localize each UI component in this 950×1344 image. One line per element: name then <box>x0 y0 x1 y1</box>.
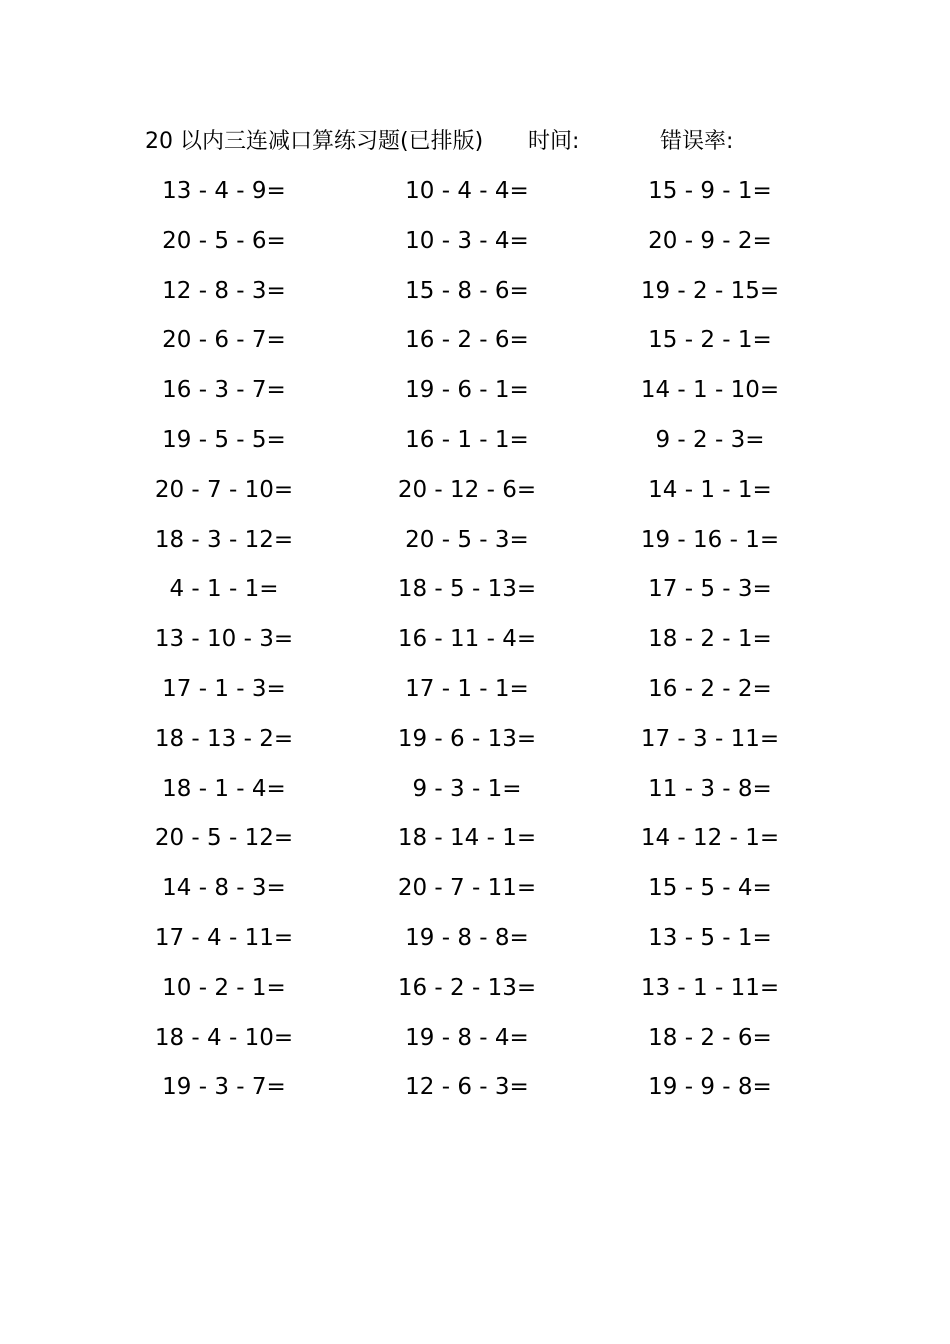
problem-item: 18 - 2 - 6= <box>648 1024 772 1051</box>
problem-item: 15 - 9 - 1= <box>648 178 772 204</box>
problem-item: 19 - 9 - 8= <box>648 1074 772 1101</box>
problem-item: 15 - 2 - 1= <box>648 327 772 354</box>
problem-item: 16 - 2 - 13= <box>397 974 537 1001</box>
problem-item: 18 - 5 - 13= <box>397 576 537 603</box>
problem-item: 20 - 5 - 6= <box>162 227 286 254</box>
worksheet-title: 20 以内三连减口算练习题(已排版) <box>145 129 484 154</box>
problem-row <box>0 320 950 370</box>
problem-item: 10 - 2 - 1= <box>162 974 286 1001</box>
problem-row <box>0 818 950 868</box>
problem-item: 17 - 1 - 1= <box>405 675 529 702</box>
problem-item: 18 - 3 - 12= <box>154 526 294 553</box>
problem-item: 20 - 12 - 6= <box>397 476 537 503</box>
problem-item: 4 - 1 - 1= <box>169 576 279 603</box>
problem-item: 13 - 10 - 3= <box>154 626 294 653</box>
problem-item: 19 - 6 - 1= <box>405 377 529 404</box>
problem-item: 10 - 4 - 4= <box>405 178 529 204</box>
time-label: 时间: <box>528 129 580 154</box>
problem-item: 12 - 6 - 3= <box>405 1074 529 1101</box>
problem-item: 20 - 6 - 7= <box>162 327 286 354</box>
problem-item: 17 - 1 - 3= <box>162 675 286 702</box>
problem-item: 13 - 5 - 1= <box>648 924 772 951</box>
problem-item: 19 - 2 - 15= <box>640 277 780 304</box>
problem-row <box>0 968 950 1018</box>
problem-row <box>0 918 950 968</box>
problem-item: 16 - 2 - 2= <box>648 675 772 702</box>
problem-item: 16 - 11 - 4= <box>397 626 537 653</box>
problem-item: 20 - 5 - 3= <box>405 526 529 553</box>
problem-item: 13 - 1 - 11= <box>640 974 780 1001</box>
problem-item: 18 - 4 - 10= <box>154 1024 294 1051</box>
problem-item: 16 - 1 - 1= <box>405 426 529 453</box>
problem-item: 19 - 6 - 13= <box>397 725 537 752</box>
problem-item: 19 - 5 - 5= <box>162 426 286 453</box>
problem-row <box>0 221 950 271</box>
problem-row <box>0 420 950 470</box>
problem-row <box>0 470 950 520</box>
problem-row <box>0 520 950 570</box>
problem-item: 10 - 3 - 4= <box>405 227 529 254</box>
problem-item: 18 - 1 - 4= <box>162 775 286 802</box>
worksheet-header <box>145 124 845 160</box>
problem-item: 9 - 2 - 3= <box>655 426 765 453</box>
problem-item: 16 - 2 - 6= <box>405 327 529 354</box>
problem-row <box>0 370 950 420</box>
problem-item: 9 - 3 - 1= <box>412 775 522 802</box>
problem-item: 18 - 2 - 1= <box>648 626 772 653</box>
problem-item: 14 - 8 - 3= <box>162 875 286 902</box>
problem-item: 11 - 3 - 8= <box>648 775 772 802</box>
problem-item: 18 - 14 - 1= <box>397 825 537 852</box>
problem-item: 15 - 5 - 4= <box>648 875 772 902</box>
problem-row <box>0 569 950 619</box>
problem-item: 13 - 4 - 9= <box>162 178 286 204</box>
problem-item: 14 - 12 - 1= <box>640 825 780 852</box>
problem-row <box>0 1067 950 1117</box>
problem-item: 20 - 5 - 12= <box>154 825 294 852</box>
problem-item: 19 - 3 - 7= <box>162 1074 286 1101</box>
problem-row <box>0 1018 950 1068</box>
problem-row <box>0 171 950 221</box>
problem-row <box>0 619 950 669</box>
problem-row <box>0 769 950 819</box>
problem-item: 19 - 8 - 8= <box>405 924 529 951</box>
problem-item: 15 - 8 - 6= <box>405 277 529 304</box>
problem-item: 18 - 13 - 2= <box>154 725 294 752</box>
problem-item: 19 - 16 - 1= <box>640 526 780 553</box>
problem-item: 19 - 8 - 4= <box>405 1024 529 1051</box>
problem-item: 20 - 7 - 11= <box>397 875 537 902</box>
problem-item: 12 - 8 - 3= <box>162 277 286 304</box>
error-rate-label: 错误率: <box>660 129 734 154</box>
problem-row <box>0 669 950 719</box>
problem-item: 20 - 7 - 10= <box>154 476 294 503</box>
problem-item: 14 - 1 - 1= <box>648 476 772 503</box>
problem-row <box>0 868 950 918</box>
problem-row <box>0 719 950 769</box>
problem-item: 20 - 9 - 2= <box>648 227 772 254</box>
problem-item: 16 - 3 - 7= <box>162 377 286 404</box>
problem-item: 17 - 5 - 3= <box>648 576 772 603</box>
problem-item: 17 - 4 - 11= <box>154 924 294 951</box>
problem-item: 14 - 1 - 10= <box>640 377 780 404</box>
problem-grid <box>0 171 950 1117</box>
problem-item: 17 - 3 - 11= <box>640 725 780 752</box>
problem-row <box>0 271 950 321</box>
